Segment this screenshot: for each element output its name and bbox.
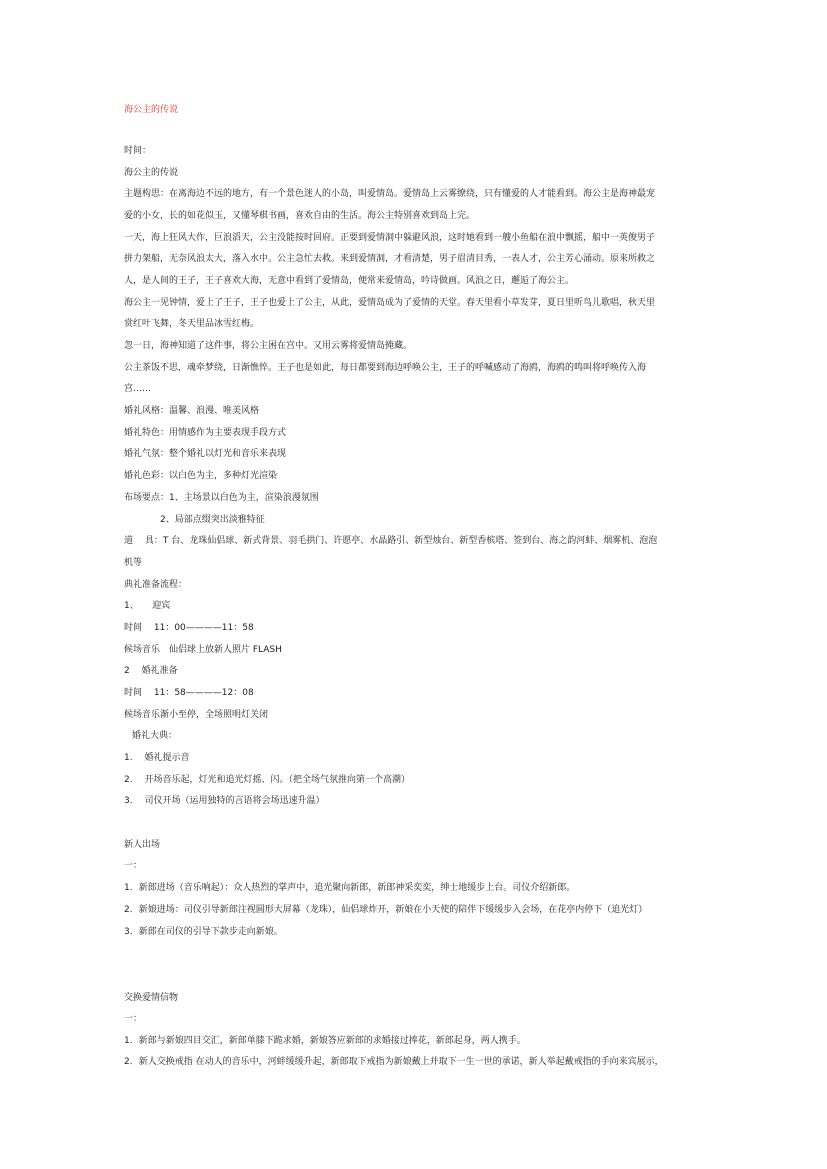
text-line: 拼力架船，无奈风浪太大，落入水中。公主急忙去救。来到爱情洞，才看清楚，男子眉清目秀，一表人才，公主芳心涌动。原来所救之 bbox=[124, 254, 656, 264]
text-line: 2．新人交换戒指 在动人的音乐中，河蚌缓缓升起，新郎取下戒指为新娘戴上并取下一生一世的承诺，新人举起戴戒指的手向来宾展示， bbox=[124, 1057, 664, 1067]
text-line: 时间 11：00————11：58 bbox=[124, 623, 254, 633]
text-line: 典礼准备流程： bbox=[124, 580, 188, 590]
document-title: 海公主的传说 bbox=[124, 105, 179, 115]
text-line: 2 婚礼准备 bbox=[124, 666, 178, 676]
text-line: 1、 迎宾 bbox=[124, 601, 171, 611]
text-line: 3. 司仪开场（运用独特的言语将会场迅速升温） bbox=[124, 796, 325, 806]
text-line: 2．新娘进场：司仪引导新郎注视圆形大屏幕（龙珠），仙侣球炸开，新娘在小天使的陪伴下缓缓步入会场，在花亭内停下（追光灯） bbox=[124, 905, 648, 915]
text-line: 道 具：T 台、龙珠仙侣球、新式背景、羽毛拱门、许愿亭、水晶路引、新型烛台、新型香槟塔、签到台、海之韵河蚌、烟雾机、泡泡 bbox=[124, 536, 658, 546]
text-line: 2、局部点缀突出淡雅特征 bbox=[160, 515, 265, 525]
text-line: 婚礼大典： bbox=[132, 731, 178, 741]
text-line: 一： bbox=[124, 861, 143, 871]
text-line: 人，是人间的王子，王子喜欢大海，无意中看到了爱情岛，便常来爱情岛，吟诗做画。风浪之日，邂逅了海公主。 bbox=[124, 276, 575, 286]
text-line: 忽一日，海神知道了这件事，将公主困在宫中。又用云雾将爱情岛掩藏。 bbox=[124, 341, 413, 351]
text-line: 布场要点：1、主场景以白色为主，渲染浪漫氛围 bbox=[124, 493, 319, 503]
text-line: 1．新郎进场（音乐响起）：众人热烈的掌声中，追光聚向新郎，新郎神采奕奕，绅士地缓步上台。司仪介绍新郎。 bbox=[124, 883, 576, 893]
text-line: 海公主一见钟情，爱上了王子，王子也爱上了公主，从此，爱情岛成为了爱情的天堂。春天里看小草发芽，夏日里听鸟儿歌唱，秋天里 bbox=[124, 298, 656, 308]
text-line: 公主茶饭不思，魂牵梦绕，日渐憔悴。王子也是如此，每日都要到海边呼唤公主，王子的呼喊感动了海鸥，海鸥的鸣叫将呼唤传入海 bbox=[124, 363, 647, 373]
text-line: 海公主的传说 bbox=[124, 168, 179, 178]
text-line: 时间 11：58————12：08 bbox=[124, 688, 254, 698]
text-line: 宫…… bbox=[124, 384, 152, 394]
text-line: 3．新郎在司仪的引导下款步走向新娘。 bbox=[124, 927, 283, 937]
text-line: 2. 开场音乐起，灯光和追光灯摇、闪。（把全场气氛推向第一个高潮） bbox=[124, 775, 410, 785]
text-line: 1. 婚礼提示音 bbox=[124, 753, 190, 763]
text-line: 赏红叶飞舞，冬天里品冰雪红梅。 bbox=[124, 319, 260, 329]
text-line: 时间： bbox=[124, 146, 152, 156]
text-line: 婚礼风格：温馨、浪漫、唯美风格 bbox=[124, 406, 260, 416]
text-line: 婚礼气氛：整个婚礼以灯光和音乐来表现 bbox=[124, 449, 287, 459]
section-heading: 新人出场 bbox=[124, 840, 161, 850]
text-line: 爱的小女，长的如花似玉，又懂琴棋书画，喜欢自由的生活。海公主特别喜欢到岛上完。 bbox=[124, 211, 476, 221]
text-line: 1．新郎与新娘四目交汇，新郎单膝下跪求婚，新娘答应新郎的求婚接过捧花，新郎起身，两人携手。 bbox=[124, 1036, 526, 1046]
text-line: 机等 bbox=[124, 558, 143, 568]
text-line: 主题构思：在离海边不远的地方，有一个景色迷人的小岛，叫爱情岛。爱情岛上云雾缭绕，只有懂爱的人才能看到。海公主是海神最宠 bbox=[124, 189, 656, 199]
text-line: 一： bbox=[124, 1014, 143, 1024]
text-line: 候场音乐渐小至停，全场照明灯关闭 bbox=[124, 710, 269, 720]
text-line: 婚礼色彩：以白色为主，多种灯光渲染 bbox=[124, 471, 278, 481]
text-line: 候场音乐 仙侣球上放新人照片 FLASH bbox=[124, 645, 282, 655]
text-line: 婚礼特色：用情感作为主要表现手段方式 bbox=[124, 428, 287, 438]
section-heading: 交换爱情信物 bbox=[124, 993, 179, 1003]
text-line: 一天，海上狂风大作，巨浪滔天，公主没能按时回府。正要到爱情洞中躲避风浪，这时她看到一艘小鱼船在浪中飘摇，船中一英俊男子 bbox=[124, 233, 656, 243]
